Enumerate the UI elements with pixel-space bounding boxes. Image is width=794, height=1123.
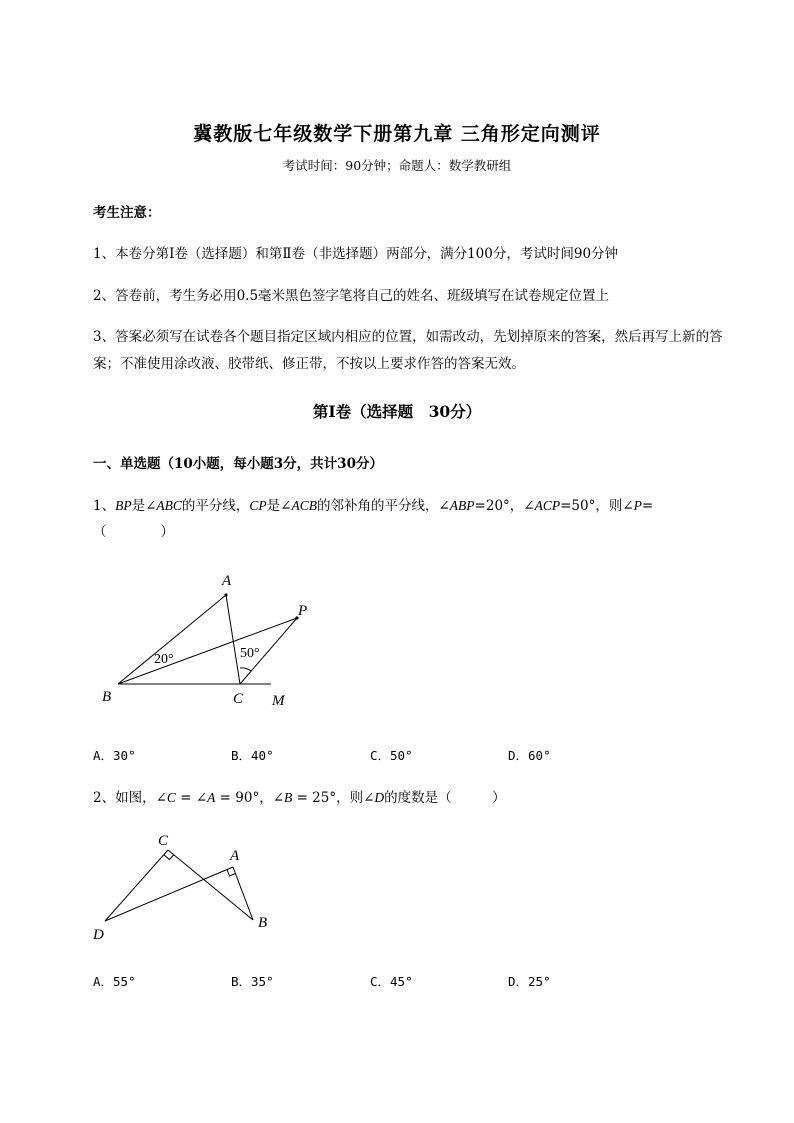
option-c[interactable]: C．50° xyxy=(370,748,413,763)
q1-seg: =20°，∠ xyxy=(474,498,535,514)
q2-seg: 如图，∠ xyxy=(115,790,167,806)
question-number: 1、 xyxy=(93,498,116,514)
label-c: C xyxy=(233,691,244,707)
notice-item-1: 1、本卷分第I卷（选择题）和第Ⅱ卷（非选择题）两部分，满分100分，考试时间90分钟 xyxy=(93,246,619,262)
q1-seg: ACP xyxy=(534,498,561,513)
q1-seg: ACB xyxy=(291,498,317,513)
label-p: P xyxy=(298,603,308,619)
question-2-figure xyxy=(88,825,288,950)
page-title: 冀教版七年级数学下册第九章 三角形定向测评 xyxy=(193,123,601,145)
label-a: A xyxy=(222,573,232,589)
angle-label-20: 20° xyxy=(154,652,174,667)
q1-seg: ABP xyxy=(449,498,475,513)
label-d: D xyxy=(93,927,104,943)
question-1-figure xyxy=(90,565,330,715)
notice-heading: 考生注意： xyxy=(93,205,161,221)
part-title: 第I卷（选择题 30分） xyxy=(312,402,482,421)
q2-seg: D xyxy=(374,790,385,805)
option-b[interactable]: B．40° xyxy=(231,748,274,763)
angle-arc xyxy=(240,668,251,671)
line-da xyxy=(105,867,233,921)
option-c[interactable]: C．45° xyxy=(370,974,413,989)
q2-seg: B xyxy=(284,790,293,805)
notice-item-2: 2、答卷前，考生务必用0.5毫米黑色签字笔将自己的姓名、班级填写在试卷规定位置上 xyxy=(93,288,610,304)
page-subtitle: 考试时间：90分钟；命题人：数学教研组 xyxy=(282,158,512,173)
section-title: 一、单选题（10小题，每小题3分，共计30分） xyxy=(93,456,383,472)
q1-seg: 是∠ xyxy=(131,498,157,514)
answer-blank: （ ） xyxy=(93,524,174,540)
notice-item-3: 3、答案必须写在试卷各个题目指定区域内相应的位置，如需改动，先划掉原来的答案，然后再写上新的答案；不准使用涂改液、胶带纸、修正带，不按以上要求作答的答案无效。 xyxy=(93,329,723,372)
q2-seg: = 90°，∠ xyxy=(215,790,285,806)
option-a[interactable]: A．30° xyxy=(93,748,136,763)
label-a: A xyxy=(230,848,240,864)
right-angle-c xyxy=(164,855,175,860)
label-b: B xyxy=(258,915,268,931)
option-d[interactable]: D．60° xyxy=(508,748,551,763)
label-c: C xyxy=(158,833,169,849)
q1-seg: 是∠ xyxy=(266,498,292,514)
q2-seg: = ∠ xyxy=(175,790,208,806)
angle-label-50: 50° xyxy=(240,646,260,661)
q1-seg: BP xyxy=(115,498,132,513)
option-b[interactable]: B．35° xyxy=(231,974,274,989)
q1-seg: =50°，则∠ xyxy=(560,498,634,514)
q2-seg: A xyxy=(207,790,216,805)
question-number: 2、 xyxy=(93,790,116,806)
option-d[interactable]: D．25° xyxy=(508,974,551,989)
line-ba xyxy=(118,595,226,684)
q1-seg: CP xyxy=(249,498,267,513)
q1-seg: ABC xyxy=(156,498,182,513)
q1-seg: P xyxy=(633,498,642,513)
q2-seg: 的度数是（ ） xyxy=(384,790,506,806)
line-dc xyxy=(105,850,168,921)
q2-seg: C xyxy=(166,790,176,805)
q1-seg: = xyxy=(641,498,654,514)
option-a[interactable]: A．55° xyxy=(93,974,136,989)
question-1-text xyxy=(93,494,653,514)
q2-seg: = 25°，则∠ xyxy=(292,790,375,806)
label-m: M xyxy=(272,693,285,709)
q1-seg: 的邻补角的平分线，∠ xyxy=(316,498,450,514)
label-b: B xyxy=(102,689,112,705)
line-bp xyxy=(118,618,297,684)
q1-seg: 的平分线， xyxy=(181,498,250,514)
question-2-text xyxy=(93,786,506,806)
point-a xyxy=(224,593,227,596)
